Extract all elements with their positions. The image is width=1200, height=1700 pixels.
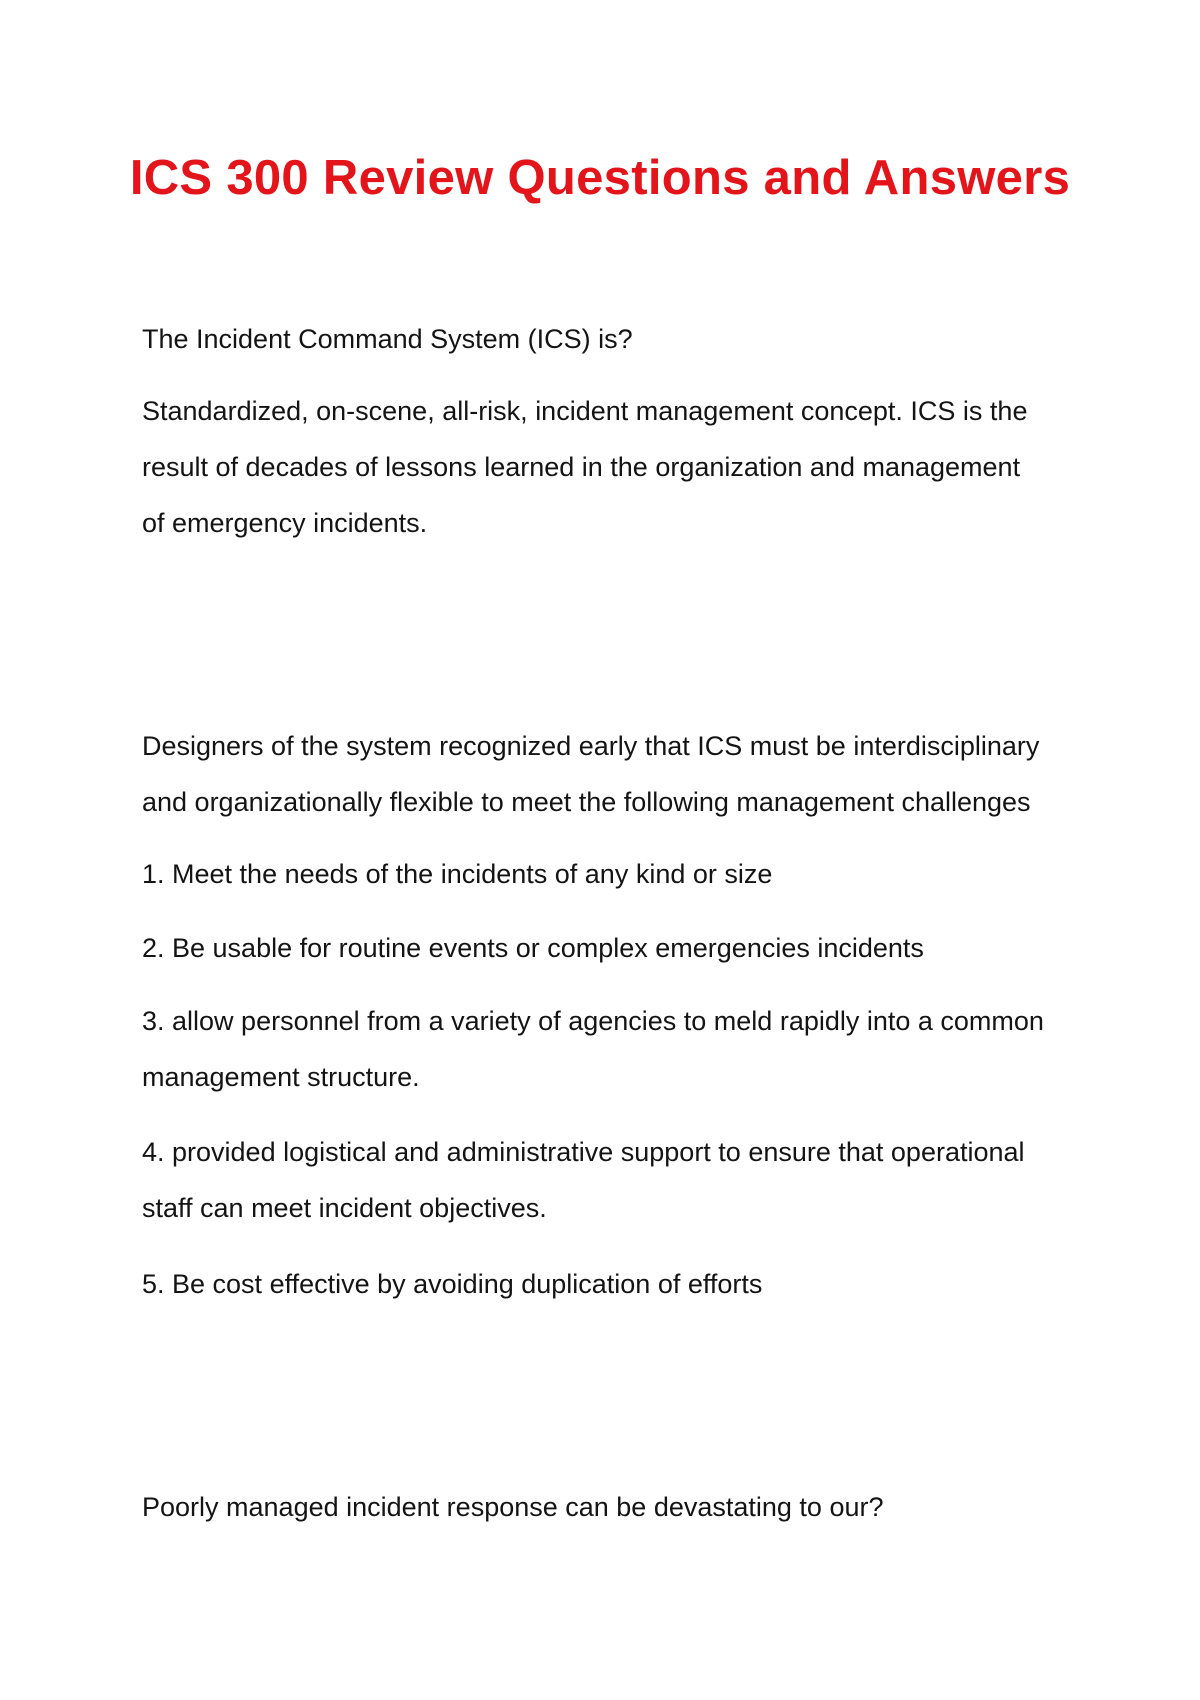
answer-line: of emergency incidents. <box>142 508 428 538</box>
list-item <box>142 1124 1082 1236</box>
answer-1 <box>142 383 1082 551</box>
list-item <box>142 993 1082 1105</box>
question-3 <box>142 1479 1082 1535</box>
list-item <box>142 1256 1082 1312</box>
question-line: and organizationally flexible to meet the following management challenges <box>142 787 1031 817</box>
page-title: ICS 300 Review Questions and Answers <box>129 151 1071 205</box>
list-item-line: 2. Be usable for routine events or complex emergencies incidents <box>142 933 924 963</box>
question-text: The Incident Command System (ICS) is? <box>142 324 633 354</box>
question-2 <box>142 718 1082 830</box>
list-item-line: 4. provided logistical and administrative support to ensure that operational <box>142 1137 1025 1167</box>
list-item <box>142 846 1082 902</box>
question-1 <box>142 311 1082 367</box>
question-text: Poorly managed incident response can be devastating to our? <box>142 1492 884 1522</box>
list-item-line: staff can meet incident objectives. <box>142 1193 547 1223</box>
list-item-line: management structure. <box>142 1062 420 1092</box>
list-item-line: 3. allow personnel from a variety of agencies to meld rapidly into a common <box>142 1006 1044 1036</box>
question-line: Designers of the system recognized early that ICS must be interdisciplinary <box>142 731 1040 761</box>
answer-line: result of decades of lessons learned in the organization and management <box>142 452 1021 482</box>
answer-line: Standardized, on-scene, all-risk, incident management concept. ICS is the <box>142 396 1028 426</box>
list-item-line: 1. Meet the needs of the incidents of any kind or size <box>142 859 773 889</box>
list-item <box>142 920 1082 976</box>
list-item-line: 5. Be cost effective by avoiding duplication of efforts <box>142 1269 763 1299</box>
